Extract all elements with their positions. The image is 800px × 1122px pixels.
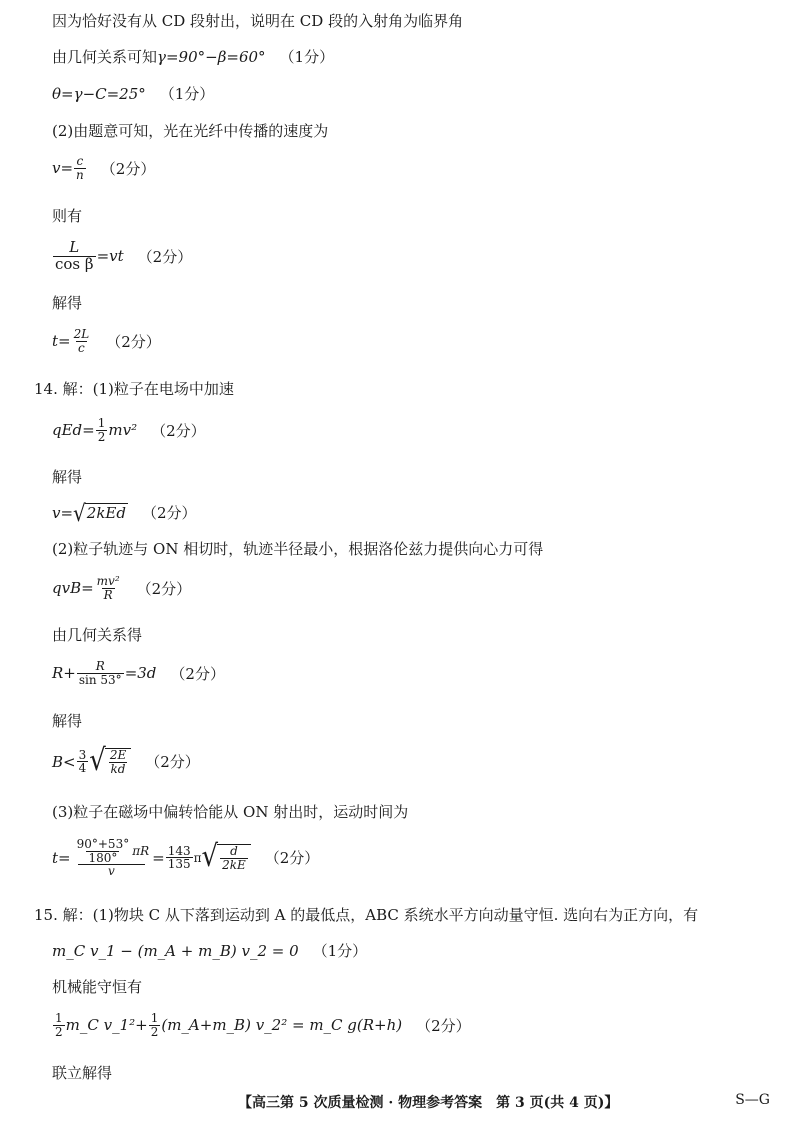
equation-line bbox=[52, 575, 191, 601]
square-root: √ $\frac{d}{2kE}$ bbox=[202, 844, 251, 871]
score: （2分） bbox=[151, 421, 206, 440]
equation: qEd= bbox=[52, 421, 95, 440]
equation-line bbox=[52, 83, 214, 104]
text-line: 解得 bbox=[52, 294, 83, 312]
fraction bbox=[77, 660, 124, 686]
score: （2分） bbox=[136, 579, 192, 598]
radicand bbox=[217, 844, 251, 871]
text: 由几何关系可知 bbox=[52, 48, 158, 66]
square-root: √ 2kEd bbox=[73, 498, 126, 527]
numerator: L bbox=[69, 238, 80, 256]
numerator: R bbox=[95, 659, 105, 673]
numerator: 1 bbox=[97, 416, 106, 430]
equation-line bbox=[52, 155, 155, 181]
denominator: cos β bbox=[55, 254, 94, 273]
fraction bbox=[95, 575, 122, 601]
equation: =vt bbox=[96, 247, 124, 266]
denominator: 135 bbox=[167, 857, 191, 872]
fraction bbox=[96, 417, 108, 443]
question-header: 14. 解：(1)粒子在电场中加速 bbox=[34, 380, 234, 398]
square-root: √ $\frac{2E}{kd}$ bbox=[89, 748, 131, 775]
equation-line bbox=[52, 838, 319, 878]
text-line: (3)粒子在磁场中偏转恰能从 ON 射出时，运动时间为 bbox=[52, 803, 409, 821]
equation: m_C v_1²+ bbox=[65, 1016, 148, 1035]
fraction bbox=[72, 328, 92, 354]
equation: mv² bbox=[108, 421, 138, 440]
equation: (m_A+m_B) v_2² = m_C g(R+h) bbox=[161, 1016, 403, 1035]
numerator: 143 bbox=[167, 843, 191, 858]
numerator: 2L bbox=[73, 327, 90, 341]
numerator: 2E bbox=[109, 748, 127, 762]
denominator: n bbox=[76, 167, 84, 182]
equation-line bbox=[52, 660, 225, 686]
footer-title: 【高三第 5 次质量检测 · 物理参考答案 第 3 页(共 4 页)】 bbox=[238, 1095, 619, 1111]
equation-line bbox=[52, 498, 197, 527]
denominator: 2 bbox=[55, 1024, 63, 1039]
fraction bbox=[77, 749, 89, 775]
equation: γ=90°−β=60° bbox=[157, 47, 266, 66]
question-header: 15. 解：(1)物块 C 从下落到运动到 A 的最低点，ABC 系统水平方向动量守恒. 选向右为正方向，有 bbox=[34, 906, 699, 924]
numerator: 90°+53° bbox=[76, 837, 130, 851]
score: （2分） bbox=[137, 247, 193, 266]
score: （2分） bbox=[170, 664, 225, 683]
equation-line bbox=[52, 240, 192, 273]
numerator: 1 bbox=[150, 1011, 159, 1025]
denominator: sin 53° bbox=[78, 672, 122, 687]
equation: t= bbox=[52, 848, 71, 867]
equation: t= bbox=[52, 332, 71, 351]
denominator: 180° bbox=[88, 850, 118, 865]
score: （2分） bbox=[100, 159, 156, 178]
equation-line bbox=[52, 743, 200, 779]
fraction bbox=[53, 1012, 65, 1038]
score: （2分） bbox=[264, 849, 320, 868]
radicand bbox=[105, 748, 131, 775]
numerator: c bbox=[76, 154, 84, 168]
denominator: c bbox=[78, 340, 85, 355]
score: （1分） bbox=[279, 48, 335, 66]
equation-line bbox=[52, 1012, 471, 1038]
numerator: mv² bbox=[96, 574, 120, 588]
fraction bbox=[149, 1012, 161, 1038]
text-line: (2)由题意可知，光在光纤中传播的速度为 bbox=[52, 122, 329, 140]
equation: B< bbox=[52, 752, 76, 771]
equation: m_C v_1 − (m_A + m_B) v_2 = 0 bbox=[52, 941, 299, 960]
equation-line bbox=[52, 940, 367, 961]
equation: v= bbox=[52, 503, 74, 522]
equation-line bbox=[52, 328, 161, 354]
denominator: 2kE bbox=[222, 857, 246, 872]
numerator: d bbox=[230, 844, 238, 859]
numerator: 1 bbox=[55, 1011, 63, 1025]
equation: v= bbox=[52, 159, 74, 178]
text-line: 因为恰好没有从 CD 段射出，说明在 CD 段的入射角为临界角 bbox=[52, 12, 464, 30]
denominator: kd bbox=[110, 761, 126, 776]
factor: πR bbox=[132, 843, 150, 858]
text-line: 则有 bbox=[52, 207, 83, 225]
equation-line bbox=[52, 46, 334, 67]
denominator: 4 bbox=[78, 761, 87, 776]
pi: π bbox=[193, 850, 202, 865]
text-line: (2)粒子轨迹与 ON 相切时，轨迹半径最小，根据洛伦兹力提供向心力可得 bbox=[52, 540, 544, 558]
fraction bbox=[74, 155, 86, 181]
fraction bbox=[166, 845, 193, 871]
text-line: 解得 bbox=[52, 712, 83, 730]
numerator bbox=[72, 838, 152, 864]
score: （2分） bbox=[145, 753, 200, 772]
equation: R+ bbox=[52, 664, 76, 683]
equation: =3d bbox=[124, 664, 157, 683]
score: （1分） bbox=[312, 942, 368, 960]
numerator: 3 bbox=[78, 747, 87, 762]
denominator: 2 bbox=[150, 1024, 159, 1039]
text-line: 解得 bbox=[52, 468, 83, 486]
equation-line bbox=[52, 417, 206, 443]
denominator: 2 bbox=[97, 429, 106, 444]
radicand: 2kEd bbox=[86, 504, 126, 522]
denominator: R bbox=[103, 587, 113, 602]
fraction bbox=[53, 240, 96, 273]
score: （2分） bbox=[416, 1016, 471, 1035]
score: （2分） bbox=[141, 504, 197, 522]
denominator: v bbox=[78, 864, 145, 878]
text-line: 由几何关系得 bbox=[52, 626, 143, 644]
text-line: 联立解得 bbox=[52, 1064, 113, 1082]
score: （2分） bbox=[106, 332, 161, 351]
score: （1分） bbox=[159, 85, 215, 103]
footer-code: S—G bbox=[735, 1092, 770, 1108]
equation: qvB= bbox=[52, 579, 94, 598]
text-line: 机械能守恒有 bbox=[52, 978, 143, 996]
fraction bbox=[72, 838, 152, 878]
equation: θ=γ−C=25° bbox=[52, 84, 146, 103]
equals: = bbox=[152, 848, 165, 867]
